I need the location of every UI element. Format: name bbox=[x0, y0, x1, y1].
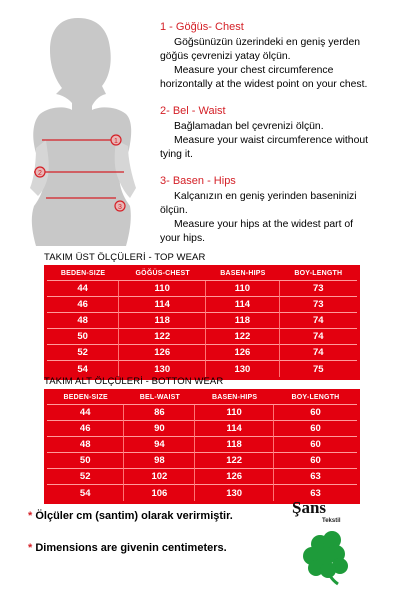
instruction-line: göğüs çevrenizi yatay ölçün. bbox=[160, 50, 291, 62]
table-cell: 74 bbox=[280, 313, 357, 329]
instruction-line: Measure your hips at the widest part of bbox=[174, 218, 354, 230]
table-cell: 73 bbox=[280, 297, 357, 313]
note-english-text: Dimensions are givenin centimeters. bbox=[35, 542, 227, 554]
top-wear-section bbox=[44, 252, 360, 380]
marker-3: 3 bbox=[118, 204, 122, 211]
table-row bbox=[47, 297, 357, 313]
table-cell: 102 bbox=[124, 469, 195, 485]
table-cell: 114 bbox=[119, 297, 206, 313]
table-cell: 74 bbox=[280, 345, 357, 361]
instruction-line: your hips. bbox=[160, 233, 206, 244]
table-row bbox=[47, 437, 357, 453]
table-cell: 50 bbox=[47, 453, 124, 469]
table-cell: 130 bbox=[119, 361, 206, 377]
hips-instruction bbox=[160, 174, 396, 246]
bottom-wear-table bbox=[44, 389, 360, 504]
table-cell: 73 bbox=[280, 281, 357, 297]
table-row bbox=[47, 345, 357, 361]
table-cell: 54 bbox=[47, 485, 124, 501]
table-cell: 46 bbox=[47, 421, 124, 437]
table-cell: 60 bbox=[274, 437, 357, 453]
table-cell: 126 bbox=[206, 345, 279, 361]
header-cell: BASEN-HIPS bbox=[195, 392, 274, 405]
table-cell: 52 bbox=[47, 345, 119, 361]
chest-instruction bbox=[160, 20, 396, 92]
table-cell: 86 bbox=[124, 405, 195, 421]
note-english bbox=[28, 542, 227, 554]
table-cell: 74 bbox=[280, 329, 357, 345]
logo-name: Şans bbox=[292, 498, 327, 517]
marker-1: 1 bbox=[114, 138, 118, 145]
note-turkish bbox=[28, 510, 233, 522]
chest-title: 1 - Göğüs- Chest bbox=[160, 21, 244, 33]
instruction-line: horizontally at the widest point on your chest. bbox=[160, 78, 368, 90]
table-cell: 94 bbox=[124, 437, 195, 453]
bottom-wear-caption: TAKIM ALT ÖLÇÜLERİ - BOTTON WEAR bbox=[44, 376, 224, 387]
table-cell: 122 bbox=[119, 329, 206, 345]
instruction-line: Bağlamadan bel çevrenizi ölçün. bbox=[174, 120, 324, 132]
table-cell: 110 bbox=[206, 281, 279, 297]
header-cell: BEDEN-SIZE bbox=[47, 392, 124, 405]
table-cell: 48 bbox=[47, 437, 124, 453]
table-cell: 114 bbox=[195, 421, 274, 437]
table-cell: 106 bbox=[124, 485, 195, 501]
asterisk: * bbox=[28, 542, 33, 554]
header-cell: BOY-LENGTH bbox=[274, 392, 357, 405]
instruction-line: Measure your chest circumference bbox=[174, 64, 334, 76]
table-cell: 60 bbox=[274, 421, 357, 437]
bottom-wear-section bbox=[44, 376, 360, 504]
table-cell: 44 bbox=[47, 405, 124, 421]
table-header-row bbox=[47, 392, 357, 405]
table-row bbox=[47, 313, 357, 329]
table-cell: 126 bbox=[195, 469, 274, 485]
table-cell: 52 bbox=[47, 469, 124, 485]
instruction-line: Göğsünüzün üzerindeki en geniş yerden bbox=[174, 36, 361, 48]
marker-2: 2 bbox=[38, 170, 42, 177]
table-cell: 122 bbox=[206, 329, 279, 345]
table-cell: 90 bbox=[124, 421, 195, 437]
instruction-line: Kalçanızın en geniş yerinden baseninizi bbox=[174, 190, 357, 202]
table-row bbox=[47, 469, 357, 485]
waist-title: 2- Bel - Waist bbox=[160, 105, 226, 118]
instruction-line: ölçün. bbox=[160, 204, 188, 216]
waist-instruction bbox=[160, 104, 396, 162]
table-cell: 118 bbox=[206, 313, 279, 329]
body-measurement-figure bbox=[6, 10, 154, 250]
table-cell: 130 bbox=[206, 361, 279, 377]
table-cell: 122 bbox=[195, 453, 274, 469]
table-cell: 118 bbox=[195, 437, 274, 453]
logo-subtitle: Tekstil bbox=[322, 518, 341, 524]
brand-logo bbox=[286, 498, 366, 588]
four-leaf-clover-icon bbox=[298, 526, 358, 586]
table-row bbox=[47, 405, 357, 421]
instruction-line: Measure your waist circumference without bbox=[174, 134, 369, 146]
table-cell: 110 bbox=[195, 405, 274, 421]
table-cell: 63 bbox=[274, 469, 357, 485]
table-cell: 60 bbox=[274, 453, 357, 469]
table-cell: 63 bbox=[310, 487, 321, 499]
table-cell: 54 bbox=[47, 361, 119, 377]
table-cell: 98 bbox=[124, 453, 195, 469]
top-wear-table bbox=[44, 265, 360, 380]
table-cell: 46 bbox=[47, 297, 119, 313]
table-row bbox=[47, 329, 357, 345]
table-cell: 110 bbox=[119, 281, 206, 297]
table-cell: 48 bbox=[47, 313, 119, 329]
table-row bbox=[47, 453, 357, 469]
header-cell: BEDEN-SIZE bbox=[47, 268, 119, 281]
table-cell: 114 bbox=[206, 297, 279, 313]
table-cell: 130 bbox=[195, 485, 274, 501]
table-header-row bbox=[47, 268, 357, 281]
instruction-line: tying it. bbox=[160, 148, 193, 160]
top-wear-caption: TAKIM ÜST ÖLÇÜLERİ - TOP WEAR bbox=[44, 252, 206, 263]
table-cell: 60 bbox=[274, 405, 357, 421]
asterisk: * bbox=[28, 510, 33, 522]
header-cell: BEL-WAIST bbox=[124, 392, 195, 405]
header-cell: BOY-LENGTH bbox=[280, 268, 357, 281]
table-row bbox=[47, 361, 357, 377]
table-cell: 75 bbox=[312, 363, 324, 375]
table-cell: 50 bbox=[47, 329, 119, 345]
header-cell: BASEN-HIPS bbox=[206, 268, 279, 281]
table-row bbox=[47, 281, 357, 297]
header-cell: GÖĞÜS-CHEST bbox=[119, 268, 206, 281]
measurement-instructions bbox=[160, 20, 396, 258]
table-row bbox=[47, 421, 357, 437]
note-turkish-text: Ölçüler cm (santim) olarak verirmiştir. bbox=[35, 510, 233, 522]
table-cell: 118 bbox=[119, 313, 206, 329]
silhouette-icon bbox=[6, 10, 154, 250]
table-cell: 126 bbox=[119, 345, 206, 361]
hips-title: 3- Basen - Hips bbox=[160, 175, 236, 188]
table-cell: 44 bbox=[47, 281, 119, 297]
